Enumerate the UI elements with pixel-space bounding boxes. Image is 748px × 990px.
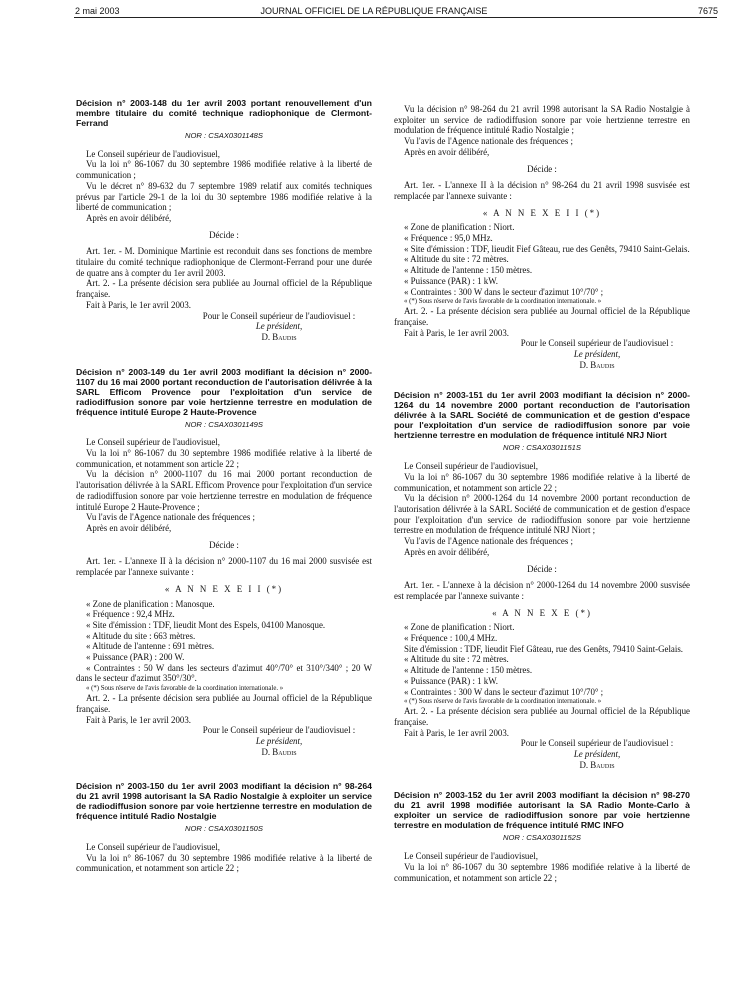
article-1: Art. 1er. - L'annexe II à la décision n° 2000-1107 du 16 mai 2000 susvisée est remplacée par l'annexe suivante : [76, 556, 372, 578]
right-column [394, 24, 690, 883]
annexe-item: « Puissance (PAR) : 1 kW. [404, 275, 499, 286]
nor-reference: NOR : CSAX0301152S [503, 833, 581, 843]
nor-reference: NOR : CSAX0301148S [185, 131, 263, 140]
body-line: Vu la loi n° 86-1067 du 30 septembre 1986 modifiée relative à la liberté de communication ; [76, 159, 372, 181]
annexe-heading: « A N N E X E I I (*) [164, 583, 284, 594]
signature-line-2: Le président, [255, 321, 303, 332]
body-line: Vu l'avis de l'Agence nationale des fréquences ; [86, 512, 256, 523]
decision-2003-150 [76, 781, 372, 874]
annexe-heading: « A N N E X E (*) [492, 607, 592, 618]
annexe-note: « (*) Sous réserve de l'avis favorable de la coordination internationale. » [86, 685, 284, 693]
decision-2003-148 [76, 98, 372, 343]
decide-heading: Décide : [209, 229, 239, 240]
annexe-item: « Zone de planification : Niort. [404, 622, 515, 633]
fait-a-paris: Fait à Paris, le 1er avril 2003. [86, 714, 191, 725]
article-1: Art. 1er. - M. Dominique Martinie est reconduit dans ses fonctions de membre titulaire du comité technique radiophonique de Clermont-Ferrand pour une durée de quatre ans à compter du 1er avril 2003. [76, 246, 372, 278]
body-line: Vu la loi n° 86-1067 du 30 septembre 1986 modifiée relative à la liberté de communication, et notamment son article 22 ; [394, 471, 690, 493]
annexe-item: « Zone de planification : Niort. [404, 222, 515, 233]
article-2: Art. 2. - La présente décision sera publiée au Journal officiel de la République française. [394, 306, 690, 327]
signature-line-3: D. Baudis [261, 746, 297, 757]
article-2: Art. 2. - La présente décision sera publiée au Journal officiel de la République française. [76, 278, 372, 300]
annexe-item: « Puissance (PAR) : 200 W. [86, 652, 185, 663]
annexe-item: « Puissance (PAR) : 1 kW. [404, 675, 499, 686]
body-line: Après en avoir délibéré, [86, 522, 172, 533]
body-line: Vu la loi n° 86-1067 du 30 septembre 1986 modifiée relative à la liberté de communication, et notamment son article 22 ; [394, 861, 690, 883]
decision-2003-150-continued [394, 104, 690, 370]
annexe-note: « (*) Sous réserve de l'avis favorable de la coordination internationale. » [404, 298, 602, 306]
body-line: Vu la décision n° 2000-1107 du 16 mai 2000 portant reconduction de l'autorisation délivrée à la SARL Efficom Provence pour l'exploitation d'un service de radiodiffusion sonore par voie hertzienne terrestre en modulation de fréquence intitulé Europe 2 Haute-Provence ; [76, 469, 372, 512]
annexe-item: « Altitude de l'antenne : 150 mètres. [404, 265, 533, 276]
annexe-item: « Site d'émission : TDF, lieudit Fief Gâteau, rue des Genêts, 79410 Saint-Gelais. [404, 243, 690, 254]
body-line: Vu l'avis de l'Agence nationale des fréquences ; [404, 136, 574, 147]
article-2: Art. 2. - La présente décision sera publiée au Journal officiel de la République française. [394, 706, 690, 727]
decide-heading: Décide : [527, 163, 557, 174]
decision-2003-149 [76, 367, 372, 758]
decision-2003-152 [394, 790, 690, 883]
header-journal-title: JOURNAL OFFICIEL DE LA RÉPUBLIQUE FRANÇAISE [260, 6, 488, 16]
signature-line-1: Pour le Conseil supérieur de l'audiovisuel : [520, 338, 674, 349]
body-line: Vu la décision n° 98-264 du 21 avril 1998 autorisant la SA Radio Nostalgie à exploiter un service de radiodiffusion sonore par voie hertzienne terrestre en modulation de fréquence intitulé Radio Nostalgie ; [394, 104, 690, 136]
body-line: Vu la décision n° 2000-1264 du 14 novembre 2000 portant reconduction de l'autorisation délivrée à la SARL Société de communication et de gestion d'espace pour l'exploitation d'un service de radiodiffusion sonore par voie hertzienne terrestre en modulation de fréquence intitulé NRJ Niort ; [394, 493, 690, 536]
body-line: Vu le décret n° 89-632 du 7 septembre 1989 relatif aux comités techniques prévus par l'article 29-1 de la loi du 30 septembre 1986 modifiée relative à la liberté de communication ; [76, 180, 372, 213]
body-line: Le Conseil supérieur de l'audiovisuel, [86, 437, 220, 448]
page-header [0, 0, 748, 22]
signature-line-3: D. Baudis [579, 759, 615, 770]
annexe-item: « Altitude du site : 72 mètres. [404, 654, 509, 665]
nor-reference: NOR : CSAX0301149S [185, 419, 263, 429]
signature-line-3: D. Baudis [579, 359, 615, 370]
annexe-item: « Altitude de l'antenne : 691 mètres. [86, 641, 215, 652]
decision-title: Décision n° 2003-148 du 1er avril 2003 portant renouvellement d'un membre titulaire du comité technique radiophonique de Clermont-Ferrand [76, 98, 372, 128]
annexe-heading: « A N N E X E I I (*) [482, 207, 602, 218]
article-1: Art. 1er. - L'annexe II à la décision n° 98-264 du 21 avril 1998 susvisée est remplacée par l'annexe suivante : [394, 180, 690, 201]
decide-heading: Décide : [209, 539, 239, 550]
annexe-item: « Contraintes : 300 W dans le secteur d'azimut 10°/70° ; [404, 686, 604, 697]
decision-2003-151 [394, 390, 690, 770]
article-2: Art. 2. - La présente décision sera publiée au Journal officiel de la République française. [76, 693, 372, 714]
signature-line-2: Le président, [573, 349, 621, 360]
header-page-number: 7675 [697, 6, 718, 16]
article-1: Art. 1er. - L'annexe à la décision n° 2000-1264 du 14 novembre 2000 susvisée est remplacée par l'annexe suivante : [394, 580, 690, 601]
annexe-note: « (*) Sous réserve de l'avis favorable de la coordination internationale. » [404, 698, 602, 706]
decision-title: Décision n° 2003-151 du 1er avril 2003 modifiant la décision n° 2000-1264 du 14 novembre 2000 portant reconduction de l'autorisation délivrée à la SARL Société de communication et de gestion d'espace pour l'exploitation d'un service de radiodiffusion sonore par voie hertzienne terrestre en modulation de fréquence intitulé NRJ Niort [394, 390, 690, 441]
decision-title: Décision n° 2003-150 du 1er avril 2003 modifiant la décision n° 98-264 du 21 avril 1998 autorisant la SA Radio Nostalgie à exploiter un service de radiodiffusion sonore par voie hertzienne terrestre en modulation de fréquence intitulé Radio Nostalgie [76, 781, 372, 822]
signature-line-3: D. Baudis [261, 331, 297, 342]
body-line: Vu la loi n° 86-1067 du 30 septembre 1986 modifiée relative à la liberté de communication, et notamment son article 22 ; [76, 852, 372, 874]
body-line: Le Conseil supérieur de l'audiovisuel, [404, 461, 538, 472]
signature-line-1: Pour le Conseil supérieur de l'audiovisuel : [202, 310, 356, 321]
annexe-item: « Altitude de l'antenne : 150 mètres. [404, 665, 533, 676]
decision-title: Décision n° 2003-152 du 1er avril 2003 modifiant la décision n° 98-270 du 21 avril 1998 modifiée autorisant la SA Radio Monte-Carlo à exploiter un service de radiodiffusion sonore par voie hertzienne terrestre en modulation de fréquence intitulé RMC INFO [394, 790, 690, 831]
body-line: Le Conseil supérieur de l'audiovisuel, [86, 842, 220, 853]
decide-heading: Décide : [527, 563, 557, 574]
annexe-item: Site d'émission : TDF, lieudit Fief Gâteau, rue des Genêts, 79410 Saint-Gelais. [404, 643, 684, 654]
decision-title: Décision n° 2003-149 du 1er avril 2003 modifiant la décision n° 2000-1107 du 16 mai 2000 portant reconduction de l'autorisation délivrée à la SARL Efficom Provence pour l'exploitation d'un service de radiodiffusion sonore par voie hertzienne terrestre en modulation de fréquence intitulé Europe 2 Haute-Provence [76, 366, 372, 417]
annexe-item: « Fréquence : 92,4 MHz. [86, 609, 175, 620]
signature-line-1: Pour le Conseil supérieur de l'audiovisuel : [520, 738, 674, 749]
signature-line-2: Le président, [573, 749, 621, 760]
body-line: Le Conseil supérieur de l'audiovisuel, [404, 851, 538, 862]
fait-a-paris: Fait à Paris, le 1er avril 2003. [404, 327, 509, 338]
annexe-item: « Fréquence : 100,4 MHz. [404, 633, 498, 644]
body-line: Le Conseil supérieur de l'audiovisuel, [86, 148, 220, 159]
nor-reference: NOR : CSAX0301151S [503, 443, 581, 453]
annexe-item: « Contraintes : 300 W dans le secteur d'azimut 10°/70° ; [404, 286, 604, 297]
left-column [76, 24, 372, 874]
body-line: Vu la loi n° 86-1067 du 30 septembre 1986 modifiée relative à la liberté de communication, et notamment son article 22 ; [76, 448, 372, 469]
body-line: Après en avoir délibéré, [404, 146, 490, 157]
fait-a-paris: Fait à Paris, le 1er avril 2003. [404, 727, 509, 738]
body-line: Vu l'avis de l'Agence nationale des fréquences ; [404, 536, 574, 547]
header-rule [74, 17, 717, 18]
nor-reference: NOR : CSAX0301150S [185, 824, 263, 834]
signature-line-1: Pour le Conseil supérieur de l'audiovisuel : [202, 725, 356, 736]
body-line: Après en avoir délibéré, [86, 212, 172, 223]
annexe-item: « Altitude du site : 72 mètres. [404, 254, 509, 265]
annexe-item: « Fréquence : 95,0 MHz. [404, 233, 493, 244]
annexe-item: « Site d'émission : TDF, lieudit Mont des Espels, 04100 Manosque. [86, 619, 326, 630]
annexe-item: « Zone de planification : Manosque. [86, 598, 215, 609]
annexe-item: « Altitude du site : 663 mètres. [86, 630, 196, 641]
annexe-item: « Contraintes : 50 W dans les secteurs d'azimut 40°/70° et 310°/340° ; 20 W dans le secteur d'azimut 350°/30°. [76, 662, 372, 684]
fait-a-paris: Fait à Paris, le 1er avril 2003. [86, 299, 191, 310]
body-line: Après en avoir délibéré, [404, 546, 490, 557]
signature-line-2: Le président, [255, 735, 303, 746]
header-date: 2 mai 2003 [75, 6, 120, 16]
